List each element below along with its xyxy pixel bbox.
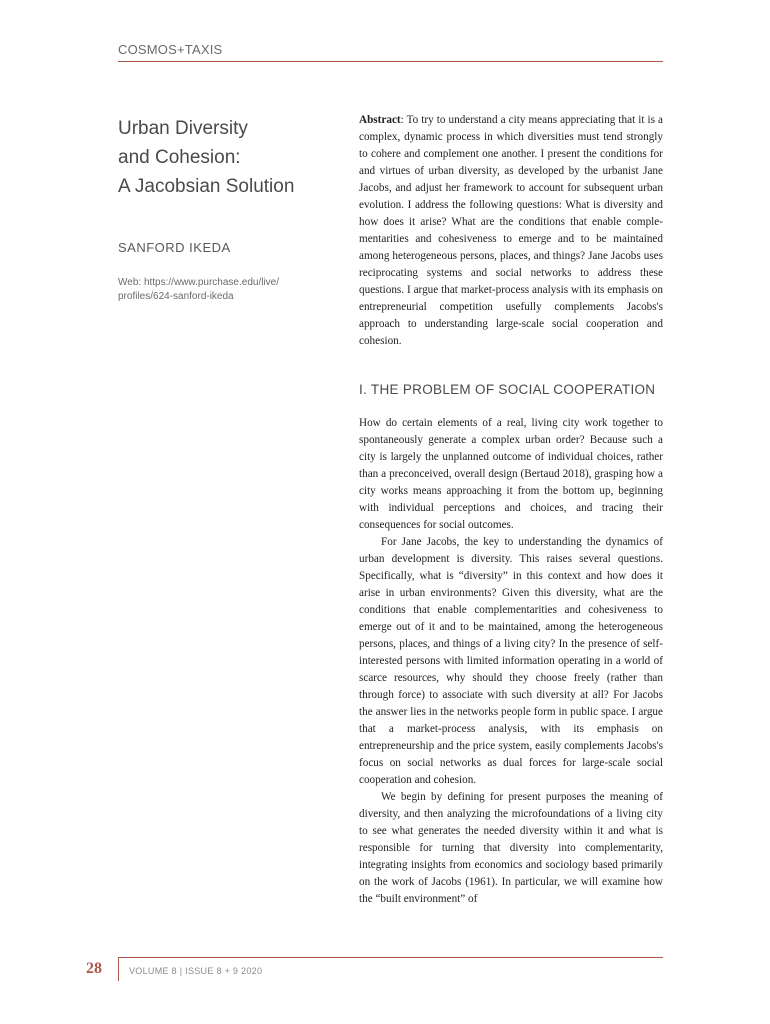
abstract-text: : To try to understand a city means appreciating that it is a complex, dynamic process in which diversities must tend strongly to cohere and complement one another. I present the conditions for and virtues of urban diversity, as developed by the urbanist Jane Jacobs, and adjust her framework to account for subsequent urban evolution. I address the following questions: What is diversity and how does it arise? What are the conditions that enable complementarities and cohesiveness to emerge and to be maintained among heterogeneous persons, places, and things? Jane Jacobs uses reciprocating systems and social networks to address these questions. I argue that market-process analysis with its emphasis on entrepreneurial competition usefully complements Jacobs's approach to understanding large-scale social cooperation and cohesion.	[359, 114, 663, 347]
body-text	[359, 415, 663, 908]
author-web-link[interactable]	[118, 276, 328, 304]
section-heading: I. THE PROBLEM OF SOCIAL COOPERATION	[359, 382, 656, 397]
footer-rule	[118, 957, 663, 958]
paragraph: For Jane Jacobs, the key to understanding the dynamics of urban development is diversity. This raises several questions. Specifically, what is “diversity” in this context and how does it arise in urban environments? Given this diversity, what are the conditions that enable complementarities and cohesiveness to emerge out of it and to be maintained, among the heterogeneous persons, places, and things of a living city? In the presence of self-interested persons with limited information operating in a world of scarce resources, why should they choose freely (rather than through force) to associate with such diversity at all? For Jacobs the answer lies in the networks people form in public space. I argue that a market-process analysis, with its emphasis on entrepreneurship and the price system, easily complements Jacobs's focus on social networks as dual forces for large-scale social cooperation and cohesion.	[359, 536, 663, 786]
web-line: profiles/624-sanford-ikeda	[118, 291, 234, 302]
abstract-label: Abstract	[359, 114, 401, 126]
journal-title: COSMOS+TAXIS	[118, 42, 223, 57]
footer-divider	[118, 957, 119, 981]
title-line: Urban Diversity	[118, 118, 248, 139]
author-name: SANFORD IKEDA	[118, 240, 231, 255]
title-line: and Cohesion:	[118, 147, 241, 168]
abstract	[359, 112, 663, 350]
paragraph: How do certain elements of a real, living city work together to spontaneously generate a complex urban order? Because such a city is largely the unplanned outcome of individual choices, rather than a preconceived, overall design (Bertaud 2018), grasping how a city works means approaching it from the bottom up, beginning with individual perceptions and choices, and tracing their consequences for social outcomes.	[359, 417, 663, 531]
web-line: Web: https://www.purchase.edu/live/	[118, 277, 280, 288]
volume-info: VOLUME 8 | ISSUE 8 + 9 2020	[129, 966, 263, 976]
paragraph: We begin by defining for present purposes the meaning of diversity, and then analyzing the microfoundations of a living city to see what generates the needed diversity within it and what is responsible for turning that diversity into complementarity, integrating insights from economics and sociology based primarily on the work of Jacobs (1961). In particular, we will examine how the “built environment” of	[359, 791, 663, 905]
title-line: A Jacobsian Solution	[118, 176, 295, 197]
page-number: 28	[86, 960, 102, 977]
header-rule	[118, 61, 663, 62]
article-title	[118, 114, 328, 201]
